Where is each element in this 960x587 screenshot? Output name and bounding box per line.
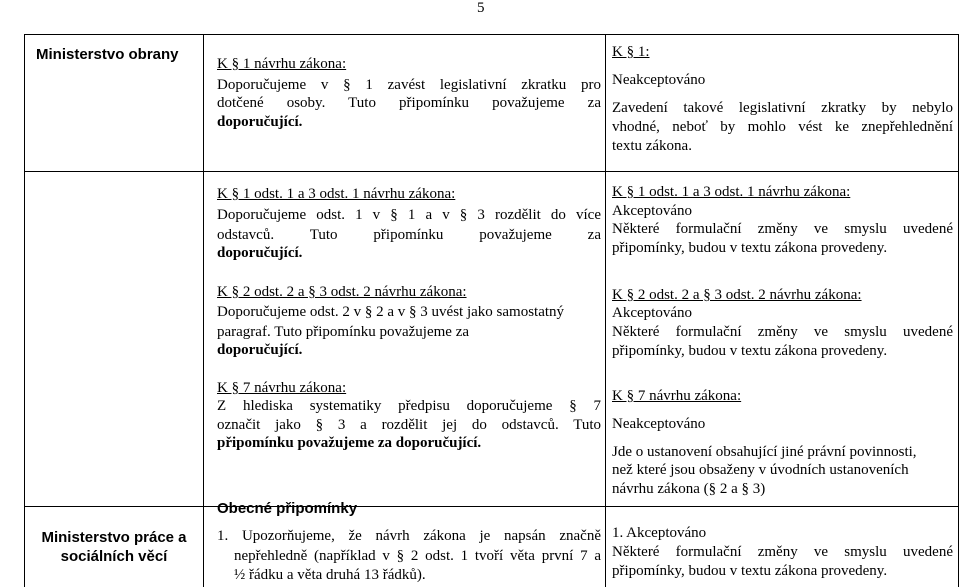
response-status: Akceptováno (612, 305, 692, 321)
remark-text: Z hlediska systematiky předpisu doporučujeme § 7 (217, 398, 601, 414)
remark-heading: K § 7 návrhu zákona: (217, 380, 347, 396)
page-number: 5 (477, 0, 485, 16)
table-left-border (24, 34, 25, 587)
remark-text: připomínku považujeme za doporučující. (217, 435, 482, 451)
response-text: Zavedení takové legislativní zkratky by nebylo (612, 100, 953, 116)
response-text: Některé formulační změny ve smyslu uvedené (612, 324, 953, 340)
remark-text: Doporučujeme odst. 1 v § 1 a v § 3 rozdělit do více (217, 207, 601, 223)
response-status: 1. Akceptováno (612, 525, 707, 541)
response-text: než které jsou obsaženy v úvodních ustanoveních (612, 462, 909, 478)
response-heading: K § 2 odst. 2 a § 3 odst. 2 návrhu zákona: (612, 287, 862, 303)
row-divider (24, 171, 958, 172)
remark-heading: K § 1 návrhu zákona: (217, 56, 347, 72)
remark-text: doporučující. (217, 342, 303, 358)
remark-text: Doporučujeme v § 1 zavést legislativní zkratku pro (217, 77, 601, 93)
response-text: připomínky, budou v textu zákona provedeny. (612, 240, 888, 256)
response-status: Akceptováno (612, 203, 692, 219)
response-text: Jde o ustanovení obsahující jiné právní povinnosti, (612, 444, 917, 460)
table-top-border (24, 34, 958, 35)
general-remarks-heading: Obecné připomínky (217, 500, 358, 517)
remark-text: ½ řádku a věta druhá 13 řádků). (234, 567, 426, 583)
response-heading: K § 7 návrhu zákona: (612, 388, 742, 404)
response-text: Některé formulační změny ve smyslu uvedené (612, 221, 953, 237)
response-text: vhodné, neboť by mohlo vést ke znepřehlednění (612, 119, 953, 135)
remark-text: označit jako § 3 a rozdělit jej do odstavců. Tuto (217, 417, 601, 433)
remark-text: Doporučujeme odst. 2 v § 2 a v § 3 uvést jako samostatný (217, 304, 565, 320)
remark-text: paragraf. Tuto připomínku považujeme za (217, 324, 470, 340)
response-heading: K § 1: (612, 44, 650, 60)
column-divider (605, 34, 606, 587)
remark-text: doporučující. (217, 114, 303, 130)
org-mpsv-line: sociálních věcí (60, 548, 168, 565)
response-text: návrhu zákona (§ 2 a § 3) (612, 481, 766, 497)
response-status: Neakceptováno (612, 416, 706, 432)
response-text: připomínky, budou v textu zákona provedeny. (612, 343, 888, 359)
remark-text: doporučující. (217, 245, 303, 261)
remark-heading: K § 2 odst. 2 a § 3 odst. 2 návrhu zákona: (217, 284, 467, 300)
column-divider (203, 34, 204, 587)
remark-text: odstavců. Tuto připomínku považujeme za (217, 227, 601, 243)
org-mpsv-line: Ministerstvo práce a (41, 529, 187, 546)
remark-text: nepřehledně (například v § 2 odst. 1 tvoří věta první 7 a (234, 548, 601, 564)
row-divider (24, 506, 958, 507)
remark-text: 1. Upozorňujeme, že návrh zákona je napsán značně (217, 528, 601, 544)
remark-text: dotčené osoby. Tuto připomínku považujeme za (217, 95, 601, 111)
response-text: připomínky, budou v textu zákona provedeny. (612, 563, 888, 579)
response-status: Neakceptováno (612, 72, 706, 88)
response-text: textu zákona. (612, 138, 692, 154)
response-heading: K § 1 odst. 1 a 3 odst. 1 návrhu zákona: (612, 184, 851, 200)
remark-heading: K § 1 odst. 1 a 3 odst. 1 návrhu zákona: (217, 186, 456, 202)
table-right-border (958, 34, 959, 587)
org-ministerstvo-obrany: Ministerstvo obrany (36, 46, 179, 63)
response-text: Některé formulační změny ve smyslu uvedené (612, 544, 953, 560)
